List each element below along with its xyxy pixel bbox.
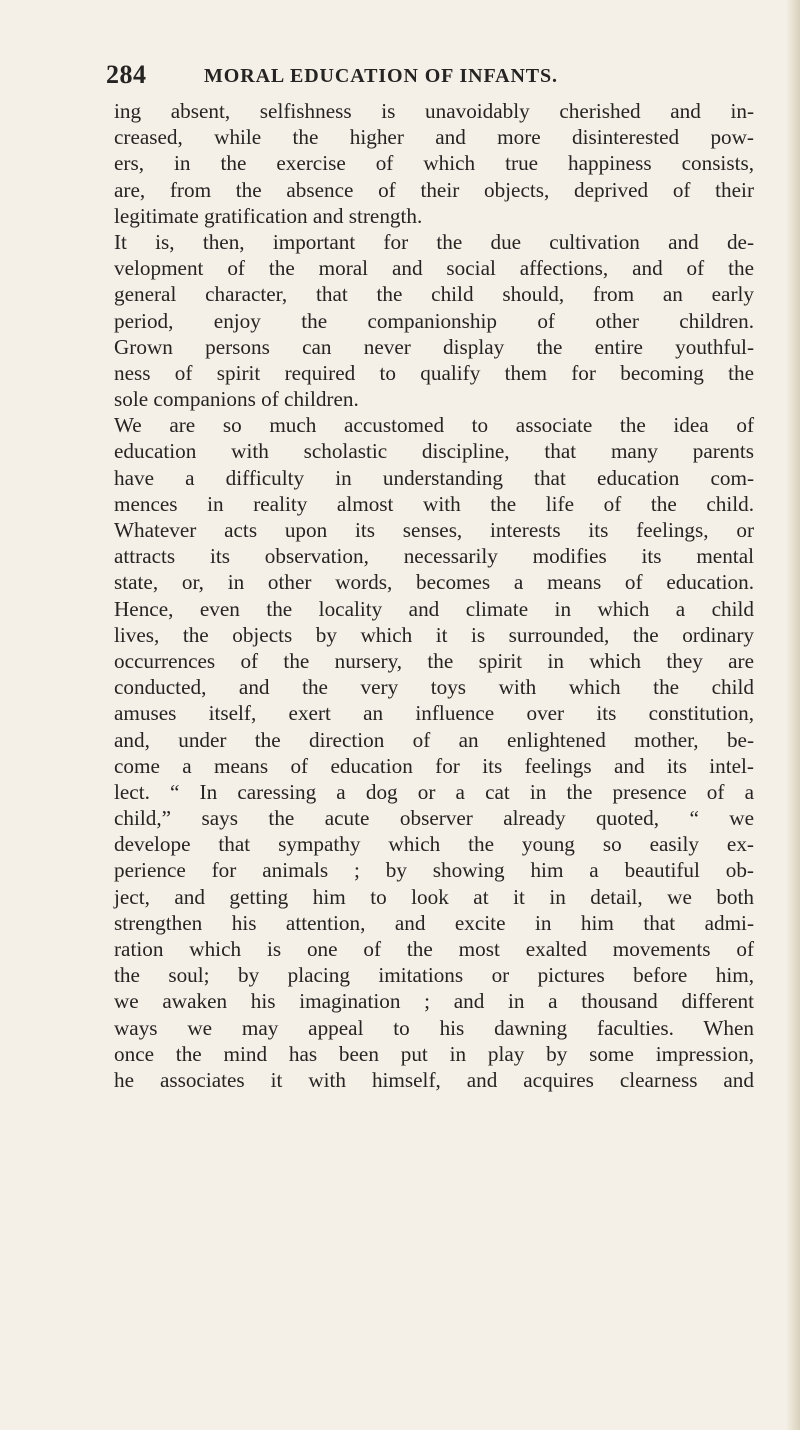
text-line: We are so much accustomed to associate the idea of [114,413,754,438]
text-line: ject, and getting him to look at it in detail, we both [114,884,754,909]
body-text [114,98,754,1093]
text-line: It is, then, important for the due cultivation and de- [114,229,754,254]
text-line: general character, that the child should, from an early [114,282,754,307]
text-line: ration which is one of the most exalted movements of [114,937,754,961]
text-line: develope that sympathy which the young so easily ex- [114,832,754,857]
text-line: have a difficulty in understanding that education com- [114,465,754,490]
text-line: creased, while the higher and more disinterested pow- [114,125,754,150]
text-line: ers, in the exercise of which true happiness consists, [114,151,754,176]
text-line: the soul; by placing imitations or pictures before him, [114,963,754,988]
text-line: velopment of the moral and social affections, and of the [114,256,754,281]
page-header [106,58,746,92]
text-line: strengthen his attention, and excite in him that admi- [114,910,754,935]
running-title: MORAL EDUCATION OF INFANTS. [204,65,558,87]
text-line: child,” says the acute observer already quoted, “ we [114,806,754,831]
text-line: legitimate gratification and strength. [114,203,423,228]
text-line: sole companions of children. [114,387,359,412]
text-line: conducted, and the very toys with which the child [114,675,754,700]
page-edge [786,0,800,1430]
text-line: ing absent, selfishness is unavoidably cherished and in- [114,99,754,123]
text-line: attracts its observation, necessarily modifies its mental [114,544,754,569]
text-line: occurrences of the nursery, the spirit in which they are [114,648,754,673]
text-line: Hence, even the locality and climate in which a child [114,596,754,621]
text-line: and, under the direction of an enlightened mother, be- [114,727,754,752]
text-line: lives, the objects by which it is surrounded, the ordinary [114,622,754,647]
text-line: once the mind has been put in play by some impression, [114,1041,754,1066]
text-line: we awaken his imagination ; and in a thousand different [114,989,754,1014]
text-line: amuses itself, exert an influence over its constitution, [114,701,754,726]
text-line: education with scholastic discipline, that many parents [114,439,754,464]
text-line: state, or, in other words, becomes a means of education. [114,570,754,595]
text-line: come a means of education for its feelings and its intel- [114,753,754,778]
page-number: 284 [106,60,147,89]
text-line: ways we may appeal to his dawning faculties. When [114,1015,754,1040]
text-line: period, enjoy the companionship of other children. [114,308,754,333]
text-line: lect. “ In caressing a dog or a cat in the presence of a [114,779,754,804]
text-line: Whatever acts upon its senses, interests its feelings, or [114,518,754,542]
text-line: ness of spirit required to qualify them for becoming the [114,360,754,385]
text-line: are, from the absence of their objects, deprived of their [114,177,754,202]
text-line: mences in reality almost with the life of the child. [114,491,754,516]
text-line: he associates it with himself, and acquires clearness and [114,1067,754,1092]
text-line: Grown persons can never display the entire youthful- [114,334,754,359]
text-line: perience for animals ; by showing him a beautiful ob- [114,858,754,883]
